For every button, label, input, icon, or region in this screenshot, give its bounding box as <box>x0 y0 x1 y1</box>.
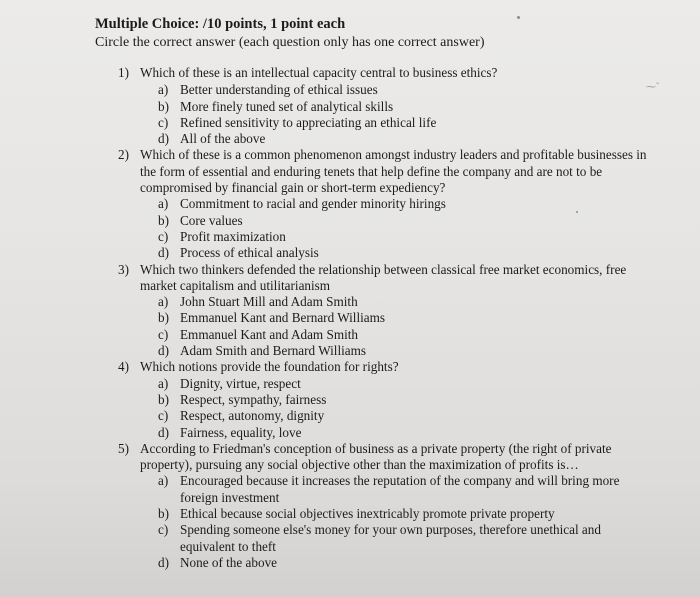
options-list <box>158 473 658 571</box>
section-title: Multiple Choice: /10 points, 1 point each <box>95 16 346 32</box>
options-list <box>158 82 658 147</box>
option-letter: b) <box>158 310 169 326</box>
option-b[interactable] <box>158 506 658 522</box>
option-text: Process of ethical analysis <box>180 245 319 261</box>
option-text: Emmanuel Kant and Bernard Williams <box>180 310 386 326</box>
pencil-mark-icon: ⁓ˇ <box>646 82 660 93</box>
question-number: 1) <box>118 65 129 80</box>
question-text: According to Friedman's conception of business as a private property (the right of private property), pursuing any social objective other than the maximization of profits is… <box>140 440 612 473</box>
option-letter: b) <box>158 98 169 114</box>
option-a[interactable] <box>158 196 658 212</box>
question-text: Which of these is a common phenomenon amongst industry leaders and profitable businesses in the form of essential and enduring tenets that help define the company and are not to be compromised by financial gain or short-term expediency? <box>140 147 647 196</box>
option-text: Ethical because social objectives inextricably promote private property <box>180 506 555 522</box>
option-text: Respect, autonomy, dignity <box>180 408 325 424</box>
question-number: 3) <box>118 261 129 277</box>
option-text: More finely tuned set of analytical skills <box>180 98 394 114</box>
option-letter: d) <box>158 343 169 359</box>
option-letter: a) <box>158 473 169 489</box>
option-letter: a) <box>158 82 169 98</box>
option-b[interactable] <box>158 310 658 326</box>
option-d[interactable] <box>158 343 658 359</box>
option-text: Commitment to racial and gender minority hirings <box>180 196 446 212</box>
option-letter: c) <box>158 228 169 244</box>
question-text: Which of these is an intellectual capacity central to business ethics? <box>140 65 498 80</box>
option-c[interactable] <box>158 522 658 555</box>
option-letter: b) <box>158 391 169 407</box>
option-text: John Stuart Mill and Adam Smith <box>180 294 358 310</box>
option-letter: d) <box>158 554 169 570</box>
option-text: None of the above <box>180 554 278 570</box>
option-text: Respect, sympathy, fairness <box>180 391 327 407</box>
question-2 <box>118 147 658 261</box>
option-a[interactable] <box>158 294 658 310</box>
option-text: All of the above <box>180 131 266 147</box>
option-letter: c) <box>158 114 169 130</box>
option-b[interactable] <box>158 99 658 115</box>
option-b[interactable] <box>158 392 658 408</box>
option-letter: c) <box>158 522 169 538</box>
option-text: Better understanding of ethical issues <box>180 82 378 98</box>
option-letter: c) <box>158 326 169 342</box>
question-number: 5) <box>118 440 129 456</box>
option-letter: b) <box>158 212 169 228</box>
question-5 <box>118 441 658 571</box>
option-d[interactable] <box>158 245 658 261</box>
option-a[interactable] <box>158 473 658 506</box>
question-1 <box>118 65 658 147</box>
option-letter: d) <box>158 131 169 147</box>
instructions-text: Circle the correct answer (each question only has one correct answer) <box>95 35 485 50</box>
option-c[interactable] <box>158 327 658 343</box>
option-text: Emmanuel Kant and Adam Smith <box>180 326 359 342</box>
option-text: Spending someone else's money for your own purposes, therefore unethical and equivalent to theft <box>180 522 601 554</box>
question-3 <box>118 262 658 360</box>
option-text: Fairness, equality, love <box>180 424 302 440</box>
option-b[interactable] <box>158 213 658 229</box>
question-text: Which notions provide the foundation for rights? <box>140 359 399 375</box>
question-number: 4) <box>118 359 129 375</box>
option-letter: a) <box>158 196 169 212</box>
options-list <box>158 294 658 359</box>
options-list <box>158 376 658 441</box>
option-text: Encouraged because it increases the reputation of the company and will bring more foreign investment <box>180 473 620 505</box>
option-d[interactable] <box>158 425 658 441</box>
option-text: Refined sensitivity to appreciating an ethical life <box>180 114 437 130</box>
option-d[interactable] <box>158 555 658 571</box>
option-letter: a) <box>158 375 169 391</box>
question-list <box>118 65 658 571</box>
question-number: 2) <box>118 147 129 163</box>
option-a[interactable] <box>158 82 658 98</box>
option-a[interactable] <box>158 376 658 392</box>
option-letter: b) <box>158 506 169 522</box>
paper-speck <box>517 16 520 19</box>
option-d[interactable] <box>158 131 658 147</box>
option-c[interactable] <box>158 408 658 424</box>
question-text: Which two thinkers defended the relationship between classical free market economics, free market capitalism and utilitarianism <box>140 261 627 293</box>
option-text: Core values <box>180 212 243 228</box>
option-letter: d) <box>158 245 169 261</box>
option-c[interactable] <box>158 229 658 245</box>
option-letter: a) <box>158 294 169 310</box>
option-text: Dignity, virtue, respect <box>180 375 301 391</box>
option-letter: c) <box>158 408 169 424</box>
option-c[interactable] <box>158 115 658 131</box>
option-text: Adam Smith and Bernard Williams <box>180 343 367 359</box>
question-4 <box>118 359 658 440</box>
option-text: Profit maximization <box>180 228 286 244</box>
options-list <box>158 196 658 261</box>
option-letter: d) <box>158 424 169 440</box>
